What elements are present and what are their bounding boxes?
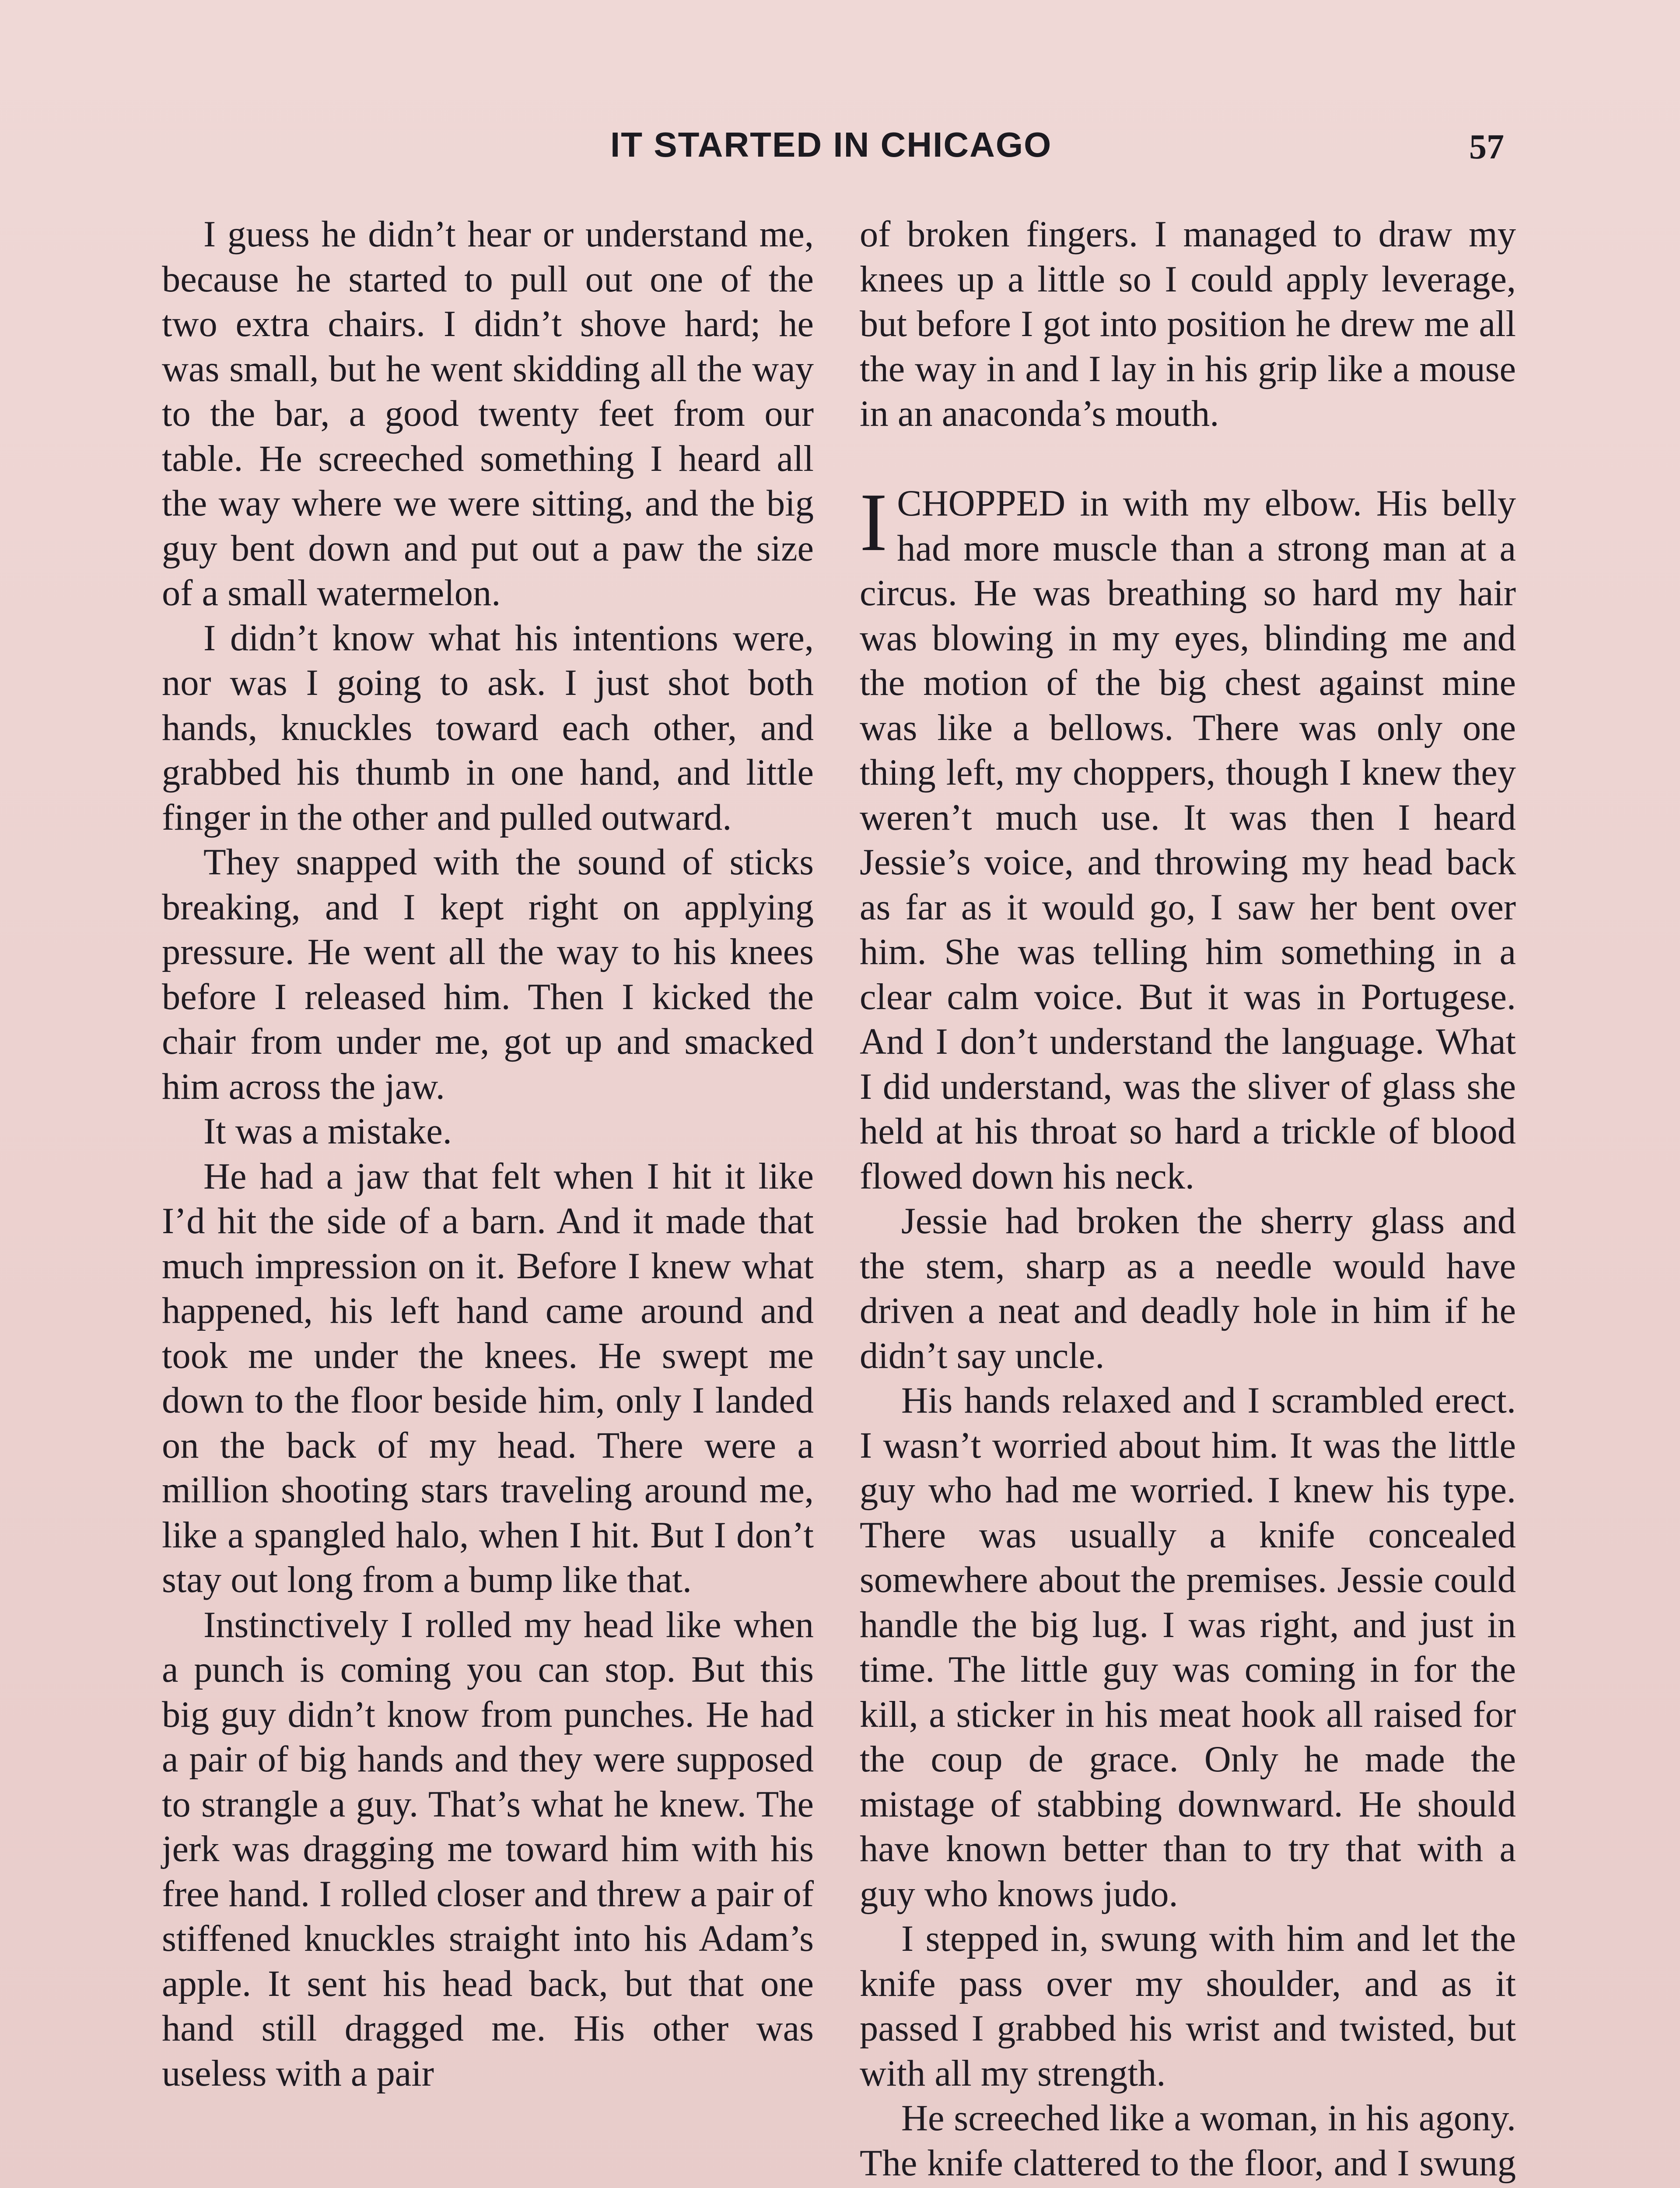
paragraph: It was a mistake. [203,1111,452,1152]
paragraph: He had a jaw that felt when I hit it like I’d hit the side of a barn. And it made that much impression on it. Before I knew what happened, his left hand came around and took me under the knees. He swept me down to the floor beside him, only I landed on the back of my head. There were a million shooting stars traveling around me, like a spangled halo, when I hit. But I don’t stay out long from a bump like that. [162,1156,814,1600]
paragraph: Instinctively I rolled my head like when a punch is coming you can stop. But this big guy didn’t know from punches. He had a pair of big hands and they were supposed to strangle a guy. That’s what he knew. The jerk was dragging me toward him with his free hand. I rolled closer and threw a pair of stiffened knuckles straight into his Adam’s apple. It sent his head back, but that one hand still dragged me. His other was useless with a pair [162,1604,814,2094]
page-number: 57 [1469,128,1504,166]
paragraph: He screeched like a woman, in his agony. The knife clattered to the floor, and I swung [860,2098,1516,2184]
paragraph: Jessie had broken the sherry glass and the stem, sharp as a needle would have driven a neat and deadly hole in him if he didn’t say uncle. [860,1201,1516,1376]
paragraph: I didn’t know what his intentions were, nor was I going to ask. I just shot both hands, knuckles toward each other, and grabbed his thumb in one hand, and little finger in the other and pulled outward. [162,617,814,838]
left-text-column [162,212,814,2096]
drop-cap: I [860,477,888,568]
section-opening-text: CHOPPED in with my elbow. His belly had more muscle than a strong man at a circus. He was breathing so hard my hair was blowing in my eyes, blinding me and the motion of the big chest against mine was like a bellows. There was only one thing left, my choppers, though I knew they weren’t much use. It was then I heard Jessie’s voice, and throwing my head back as far as it would go, I saw her bent over him. She was telling him something in a clear calm voice. But it was in Portugese. And I don’t understand the language. What I did understand, was the sliver of glass she held at his throat so hard a trickle of blood flowed down his neck. [860,483,1516,1197]
paragraph: I stepped in, swung with him and let the knife pass over my shoulder, and as it passed I grabbed his wrist and twisted, but with all my strength. [860,1918,1516,2094]
paragraph: His hands relaxed and I scrambled erect. I wasn’t worried about him. It was the little guy who had me worried. I knew his type. There was usually a knife concealed somewhere about the premises. Jessie could handle the big lug. I was right, and just in time. The little guy was coming in for the kill, a sticker in his meat hook all raised for the coup de grace. Only he made the mistage of stabbing downward. He should have known better than to try that with a guy who knows judo. [860,1380,1516,1914]
paragraph: They snapped with the sound of sticks breaking, and I kept right on applying pressure. He went all the way to his knees before I released him. Then I kicked the chair from under me, got up and smacked him across the jaw. [162,842,814,1107]
running-title: IT STARTED IN CHICAGO [610,125,1052,164]
section-opening-paragraph [860,477,1516,1199]
paragraph: I guess he didn’t hear or understand me, because he started to pull out one of the two extra chairs. I didn’t shove hard; he was small, but he went skidding all the way to the bar, a good twenty feet from our table. He screeched something I heard all the way where we were sitting, and the big guy bent down and put out a paw the size of a small watermelon. [162,214,814,614]
right-text-column [860,212,1516,2188]
page-header [0,125,1680,177]
continued-paragraph: of broken fingers. I managed to draw my knees up a little so I could apply leverage, but before I got into position he drew me all the way in and I lay in his grip like a mouse in an anaconda’s mouth. [860,214,1516,434]
